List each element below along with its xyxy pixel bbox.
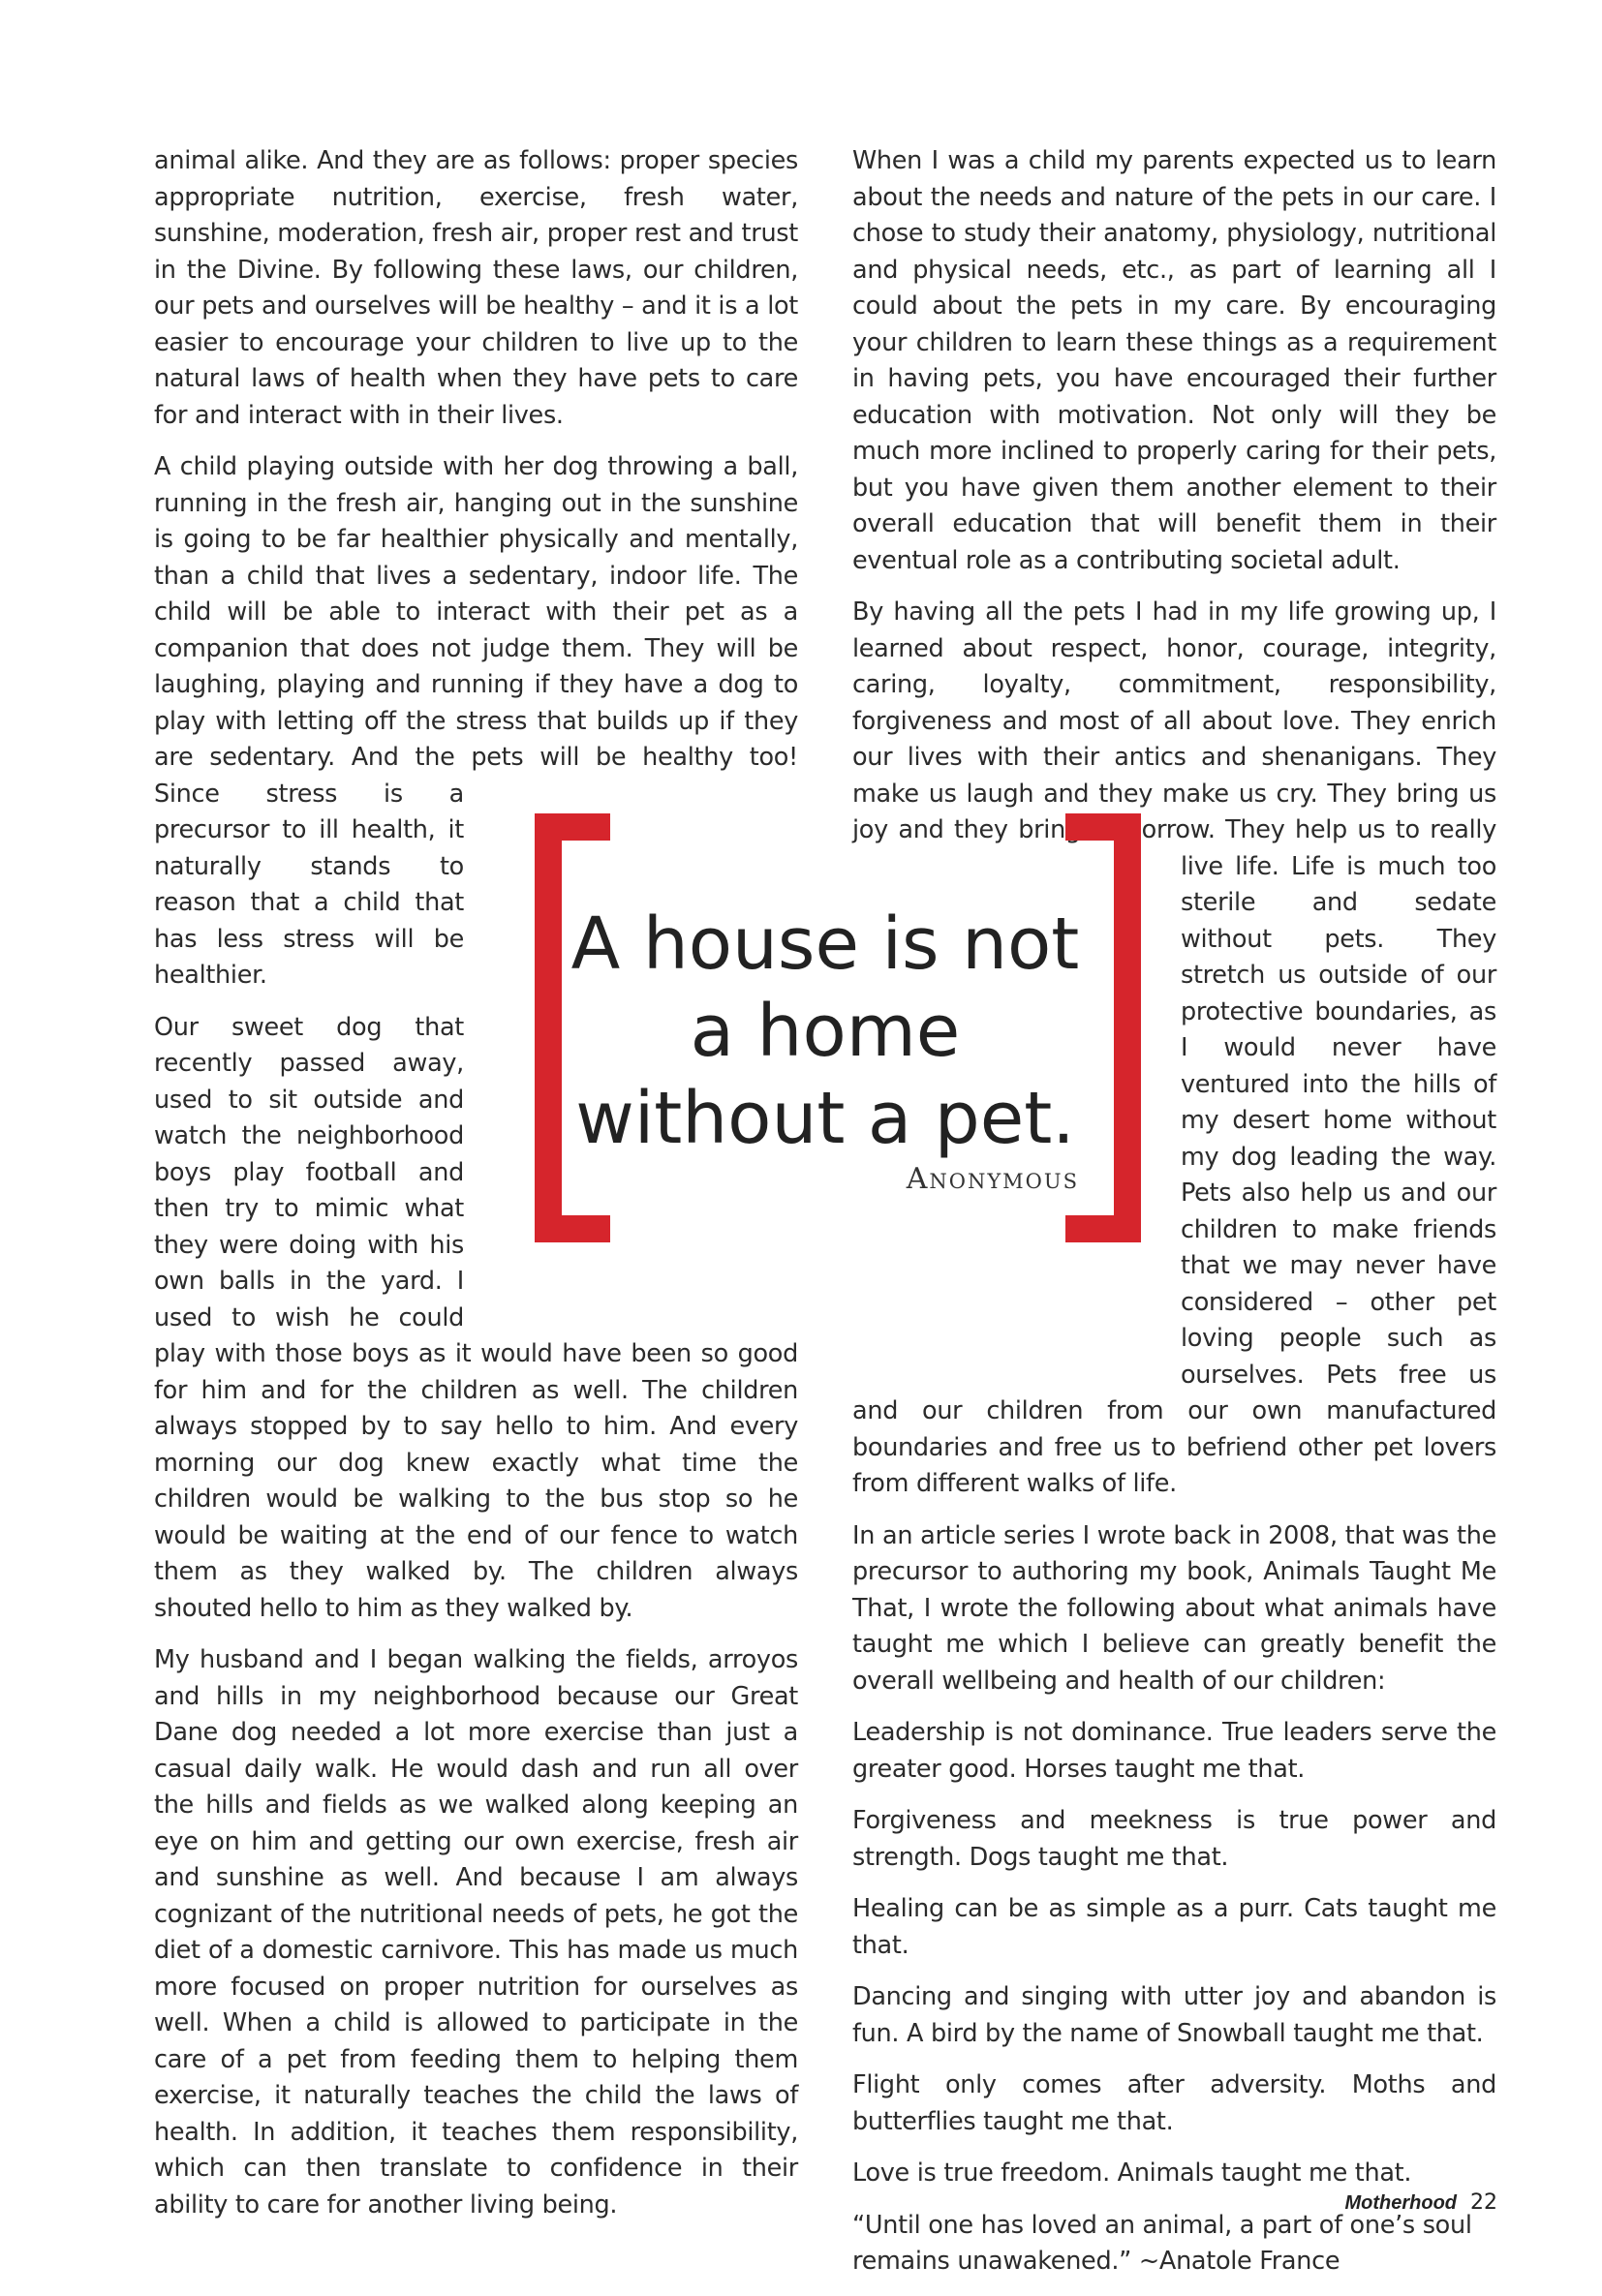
right-paragraph-5: Forgiveness and meekness is true power and strength. Dogs taught me that. (852, 1806, 1496, 1872)
right-paragraph-1: When I was a child my parents expected us to learn about the needs and nature of the pets in our care. I chose to study their anatomy, physiology, nutritional and physical needs, etc., as part of learning all I could about the pets in my care. By encouraging your children to learn these things as a requirement in having pets, you have encouraged their further education with motivation. Not only will they be much more inclined to properly caring for their pets, but you have given them another element to their overall education that will benefit them in their eventual role as a contributing societal adult. (852, 146, 1496, 575)
right-paragraph-9: Love is true freedom. Animals taught me that. (852, 2158, 1412, 2188)
pull-quote-text: A house is not a home without a pet. (570, 903, 1080, 1160)
pull-quote-attribution: Anonymous (906, 1162, 1079, 1196)
pull-quote (513, 813, 1137, 1244)
page-footer (1259, 2190, 1497, 2215)
right-paragraph-6: Healing can be as simple as a purr. Cats taught me that. (852, 1894, 1496, 1960)
right-paragraph-4: Leadership is not dominance. True leaders serve the greater good. Horses taught me that. (852, 1718, 1496, 1784)
page-number: 22 (1470, 2190, 1497, 2215)
left-paragraph-4: My husband and I began walking the fields, arroyos and hills in my neighborhood because our Great Dane dog needed a lot more exercise than just a casual daily walk. He would dash and run all over the hills and fields as we walked along keeping an eye on him and getting our own exercise, fresh air and sunshine as well. And because I am always cognizant of the nutritional needs of pets, he got the diet of a domestic carnivore. This has made us much more focused on proper nutrition for ourselves as well. When a child is allowed to participate in the care of a pet from feeding them to helping them exercise, it naturally teaches the child the laws of health. In addition, it teaches them responsibility, which can then translate to confidence in their ability to care for another living being. (154, 1645, 798, 2219)
right-paragraph-7: Dancing and singing with utter joy and abandon is fun. A bird by the name of Snowball taught me that. (852, 1982, 1496, 2048)
right-paragraph-10: “Until one has loved an animal, a part of one’s soul remains unawakened.” ~Anatole France (852, 2210, 1472, 2276)
right-paragraph-3: In an article series I wrote back in 2008, that was the precursor to authoring my book, Animals Taught Me That, I wrote the following about what animals have taught me which I believe can greatly benefit the overall wellbeing and health of our children: (852, 1520, 1496, 1696)
magazine-name: Motherhood (1344, 2192, 1457, 2214)
right-paragraph-8: Flight only comes after adversity. Moths and butterflies taught me that. (852, 2070, 1496, 2136)
right-paragraph-2: By having all the pets I had in my life growing up, I learned about respect, honor, courage, integrity, caring, loyalty, commitment, responsibility, forgiveness and most of all about love. They enrich our lives with their antics and shenanigans. They make us laugh and they make us cry. They bring us joy and they bring us sorrow. They help us to really live life. Life is much too sterile and sedate without pets. They stretch us outside of our protective boundaries, as I would never have ventured into the hills of my desert home without my dog leading the way. Pets also help us and our children to make friends that we may never have considered – other pet loving people such as ourselves. Pets free us and our children from our own manufactured boundaries and free us to befriend other pet lovers from different walks of life. (852, 597, 1496, 1498)
left-paragraph-1: animal alike. And they are as follows: proper species appropriate nutrition, exercise, fresh water, sunshine, moderation, fresh air, proper rest and trust in the Divine. By following these laws, our children, our pets and ourselves will be healthy – and it is a lot easier to encourage your children to live up to the natural laws of health when they have pets to care for and interact with in their lives. (154, 146, 798, 430)
left-paragraph-2: A child playing outside with her dog throwing a ball, running in the fresh air, hanging out in the sunshine is going to be far healthier physically and mentally, than a child that lives a sedentary, indoor life. The child will be able to interact with their pet as a companion that does not judge them. They will be laughing, playing and running if they have a dog to play with letting off the stress that builds up if they are sedentary. And the pets will be healthy too! Since stress is a precursor to ill health, it naturally stands to reason that a child that has less stress will be healthier. (154, 449, 798, 995)
left-paragraph-3: Our sweet dog that recently passed away, used to sit outside and watch the neighborhood boys play football and then try to mimic what they were doing with his own balls in the yard. I used to wish he could play with those boys as it would have been so good for him and for the children as well. The children always stopped by to say hello to him. And every morning our dog knew exactly what time the children would be walking to the bus stop so he would be waiting at the end of our fence to watch them as they walked by. The children always shouted hello to him as they walked by. (154, 1012, 798, 1623)
